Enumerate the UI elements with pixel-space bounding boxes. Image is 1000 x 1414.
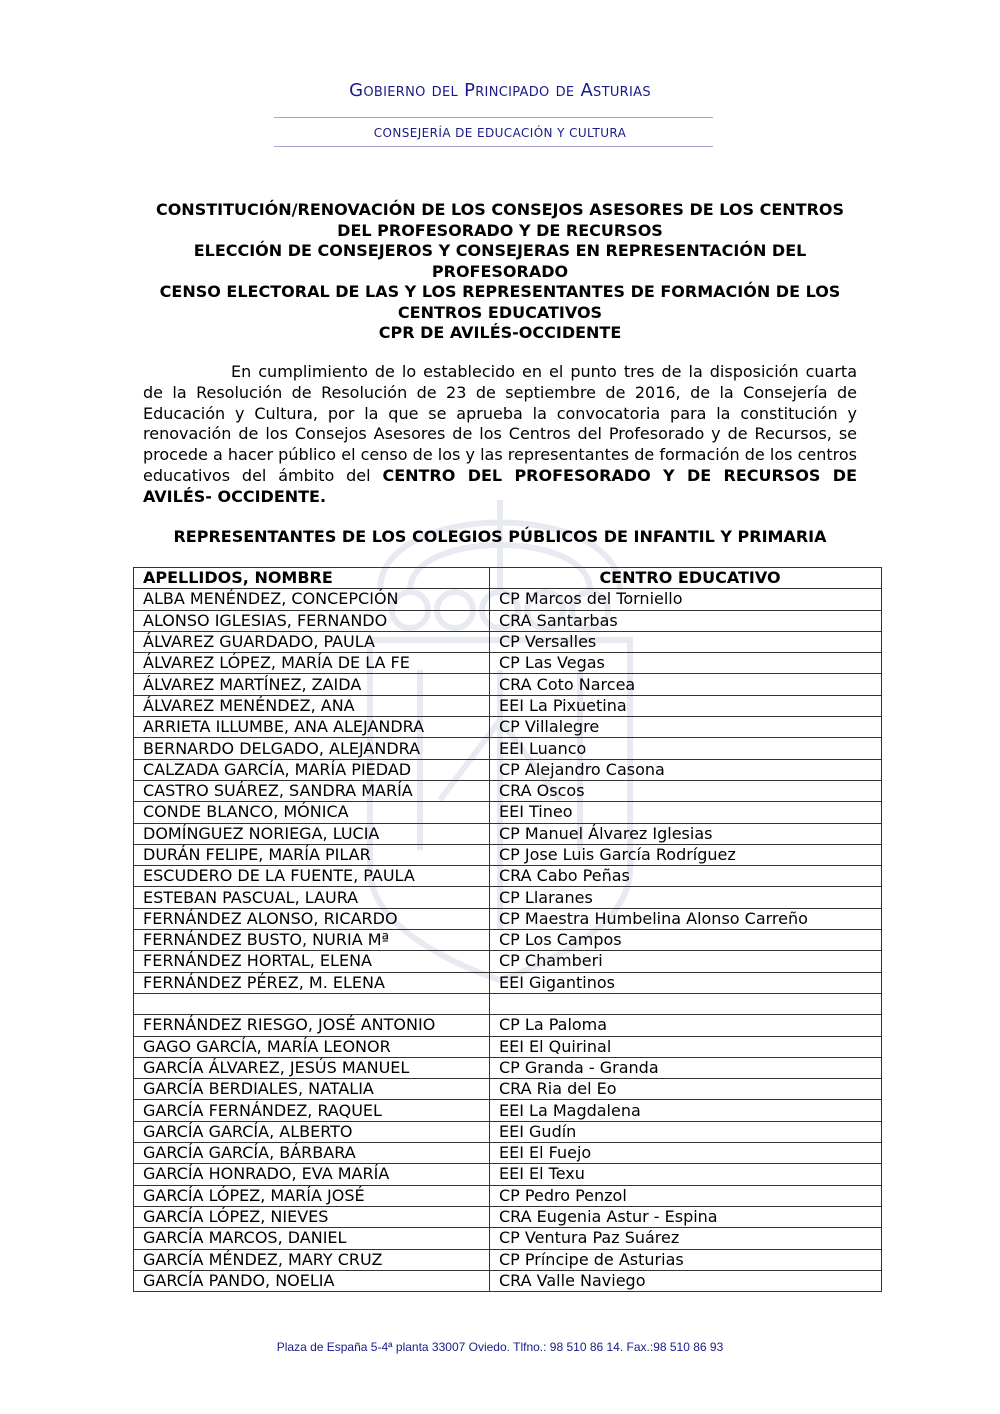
cell-name: GARCÍA MARCOS, DANIEL — [134, 1228, 490, 1249]
cell-school: EEI El Texu — [490, 1164, 882, 1185]
cell-name: GARCÍA ÁLVAREZ, JESÚS MANUEL — [134, 1057, 490, 1078]
table-row — [134, 866, 882, 887]
cell-school: CP Los Campos — [490, 930, 882, 951]
cell-school: EEI La Magdalena — [490, 1100, 882, 1121]
cell-name: ÁLVAREZ MARTÍNEZ, ZAIDA — [134, 674, 490, 695]
cell-school: CP Príncipe de Asturias — [490, 1249, 882, 1270]
table-row — [134, 1079, 882, 1100]
table-row — [134, 802, 882, 823]
cell-school: CP Marcos del Torniello — [490, 589, 882, 610]
table-row — [134, 1036, 882, 1057]
cell-school: EEI Tineo — [490, 802, 882, 823]
cell-name: GARCÍA LÓPEZ, MARÍA JOSÉ — [134, 1185, 490, 1206]
table-row — [134, 759, 882, 780]
government-name: Gobierno del Principado de Asturias — [349, 80, 651, 101]
cell-school: EEI Gudín — [490, 1121, 882, 1142]
table-row — [134, 930, 882, 951]
cell-school: EEI Gigantinos — [490, 972, 882, 993]
table-row — [134, 1100, 882, 1121]
cell-school: CP Chamberi — [490, 951, 882, 972]
table-row — [134, 780, 882, 801]
cell-name: GARCÍA BERDIALES, NATALIA — [134, 1079, 490, 1100]
cell-name: FERNÁNDEZ BUSTO, NURIA Mª — [134, 930, 490, 951]
cell-name: FERNÁNDEZ ALONSO, RICARDO — [134, 908, 490, 929]
table-body — [134, 589, 882, 1292]
cell-name: GARCÍA FERNÁNDEZ, RAQUEL — [134, 1100, 490, 1121]
table-row — [134, 1228, 882, 1249]
cell-name: ÁLVAREZ GUARDADO, PAULA — [134, 631, 490, 652]
title-line: CENSO ELECTORAL DE LAS Y LOS REPRESENTANTES DE FORMACIÓN DE LOS CENTROS EDUCATIVOS — [159, 282, 841, 322]
title-line: CONSTITUCIÓN/RENOVACIÓN DE LOS CONSEJOS ASESORES DE LOS CENTROS DEL PROFESORADO Y DE RECURSOS — [155, 200, 845, 240]
cell-school: CP Llaranes — [490, 887, 882, 908]
table-row — [134, 1121, 882, 1142]
cell-school: CP Alejandro Casona — [490, 759, 882, 780]
column-header-school: CENTRO EDUCATIVO — [490, 568, 882, 589]
table-row — [134, 717, 882, 738]
cell-school: CRA Valle Naviego — [490, 1270, 882, 1291]
table-row — [134, 887, 882, 908]
cell-school: CP Pedro Penzol — [490, 1185, 882, 1206]
table-row — [134, 1206, 882, 1227]
table-row — [134, 1015, 882, 1036]
cell-school — [490, 993, 882, 1014]
table-row — [134, 1143, 882, 1164]
cell-school: EEI La Pixuetina — [490, 695, 882, 716]
cell-name: BERNARDO DELGADO, ALEJANDRA — [134, 738, 490, 759]
cell-school: CP Granda - Granda — [490, 1057, 882, 1078]
cell-name: GARCÍA GARCÍA, BÁRBARA — [134, 1143, 490, 1164]
table-row — [134, 1270, 882, 1291]
cell-name: GARCÍA MÉNDEZ, MARY CRUZ — [134, 1249, 490, 1270]
cell-name: GARCÍA GARCÍA, ALBERTO — [134, 1121, 490, 1142]
cell-school: CP Jose Luis García Rodríguez — [490, 844, 882, 865]
cell-school: CP Villalegre — [490, 717, 882, 738]
table-row — [134, 1185, 882, 1206]
cell-name: FERNÁNDEZ RIESGO, JOSÉ ANTONIO — [134, 1015, 490, 1036]
cell-name: DURÁN FELIPE, MARÍA PILAR — [134, 844, 490, 865]
cell-school: EEI El Quirinal — [490, 1036, 882, 1057]
table-header-row — [134, 568, 882, 589]
cell-school: CP La Paloma — [490, 1015, 882, 1036]
intro-text: En cumplimiento de lo establecido en el punto tres de la disposición cuarta de la Resolución de Resolución de 23 de septiembre de 2016, de la Consejería de Educación y Cultura, por la que se aprueba la convocatoria para la constitución y renovación de los Consejos Asesores de los Centros del Profesorado y de Recursos, se procede a hacer público el censo de los y las representantes de formación de los centros educativos del ámbito del — [143, 362, 857, 485]
cell-name: GARCÍA PANDO, NOELIA — [134, 1270, 490, 1291]
cell-school: CRA Cabo Peñas — [490, 866, 882, 887]
document-title — [140, 200, 860, 344]
cell-school: CRA Eugenia Astur - Espina — [490, 1206, 882, 1227]
table-row — [134, 951, 882, 972]
cell-school: CP Manuel Álvarez Iglesias — [490, 823, 882, 844]
cell-name: FERNÁNDEZ HORTAL, ELENA — [134, 951, 490, 972]
cell-name: DOMÍNGUEZ NORIEGA, LUCIA — [134, 823, 490, 844]
table-row — [134, 908, 882, 929]
cell-name: ALONSO IGLESIAS, FERNANDO — [134, 610, 490, 631]
table-row — [134, 738, 882, 759]
cell-name: ESTEBAN PASCUAL, LAURA — [134, 887, 490, 908]
cell-school: CRA Oscos — [490, 780, 882, 801]
cell-school: CRA Ria del Eo — [490, 1079, 882, 1100]
intro-bold-text: CENTRO DEL PROFESORADO Y DE RECURSOS DE AVILÉS- OCCIDENTE. — [143, 465, 858, 506]
census-table — [133, 567, 882, 1292]
cell-name: CALZADA GARCÍA, MARÍA PIEDAD — [134, 759, 490, 780]
table-row — [134, 589, 882, 610]
intro-paragraph — [143, 362, 857, 508]
table-row — [134, 610, 882, 631]
table-row — [134, 631, 882, 652]
cell-school: CP Versalles — [490, 631, 882, 652]
cell-name: GARCÍA LÓPEZ, NIEVES — [134, 1206, 490, 1227]
table-row — [134, 972, 882, 993]
cell-name: GAGO GARCÍA, MARÍA LEONOR — [134, 1036, 490, 1057]
cell-name — [134, 993, 490, 1014]
table-row — [134, 695, 882, 716]
table-row — [134, 993, 882, 1014]
header-rule-top — [274, 117, 713, 118]
cell-name: CONDE BLANCO, MÓNICA — [134, 802, 490, 823]
table-row — [134, 844, 882, 865]
cell-school: CRA Santarbas — [490, 610, 882, 631]
table-row — [134, 1164, 882, 1185]
title-line: CPR DE AVILÉS-OCCIDENTE — [378, 323, 622, 342]
cell-name: ESCUDERO DE LA FUENTE, PAULA — [134, 866, 490, 887]
table-row — [134, 823, 882, 844]
column-header-name: APELLIDOS, NOMBRE — [134, 568, 490, 589]
cell-school: CP Maestra Humbelina Alonso Carreño — [490, 908, 882, 929]
cell-name: ÁLVAREZ MENÉNDEZ, ANA — [134, 695, 490, 716]
cell-name: GARCÍA HONRADO, EVA MARÍA — [134, 1164, 490, 1185]
cell-name: ALBA MENÉNDEZ, CONCEPCIÓN — [134, 589, 490, 610]
footer-address: Plaza de España 5-4ª planta 33007 Oviedo. Tlfno.: 98 510 86 14. Fax.:98 510 86 93 — [276, 1340, 724, 1354]
section-heading: REPRESENTANTES DE LOS COLEGIOS PÚBLICOS DE INFANTIL Y PRIMARIA — [173, 527, 827, 546]
table-row — [134, 674, 882, 695]
cell-school: EEI Luanco — [490, 738, 882, 759]
table-row — [134, 1249, 882, 1270]
title-line: ELECCIÓN DE CONSEJEROS Y CONSEJERAS EN REPRESENTACIÓN DEL PROFESORADO — [193, 241, 807, 281]
cell-school: CP Ventura Paz Suárez — [490, 1228, 882, 1249]
table-row — [134, 653, 882, 674]
cell-name: FERNÁNDEZ PÉREZ, M. ELENA — [134, 972, 490, 993]
cell-name: ARRIETA ILLUMBE, ANA ALEJANDRA — [134, 717, 490, 738]
cell-school: CP Las Vegas — [490, 653, 882, 674]
header-rule-bottom — [274, 146, 713, 147]
cell-school: CRA Coto Narcea — [490, 674, 882, 695]
cell-name: CASTRO SUÁREZ, SANDRA MARÍA — [134, 780, 490, 801]
department-name: CONSEJERÍA DE EDUCACIÓN Y CULTURA — [373, 126, 627, 140]
cell-school: EEI El Fuejo — [490, 1143, 882, 1164]
table-row — [134, 1057, 882, 1078]
cell-name: ÁLVAREZ LÓPEZ, MARÍA DE LA FE — [134, 653, 490, 674]
